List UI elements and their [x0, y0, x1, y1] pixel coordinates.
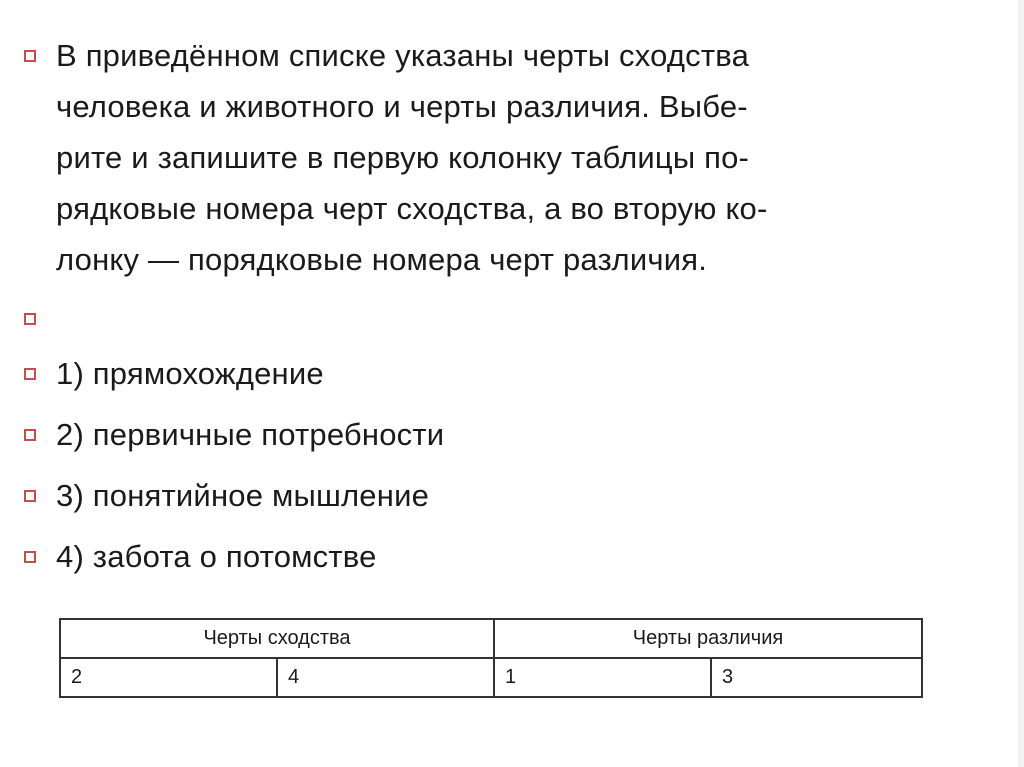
task-line: рите и запишите в первую колонку таблицы по- [56, 140, 750, 175]
list-item [22, 404, 982, 465]
task-statement [22, 30, 982, 285]
table-cell: 4 [277, 658, 494, 697]
task-line: человека и животного и черты различия. Выбе- [56, 89, 748, 124]
slide-edge [1018, 0, 1024, 767]
square-bullet-icon [24, 551, 36, 563]
similarities-header: Черты сходства [60, 619, 494, 658]
square-bullet-icon [24, 313, 36, 325]
square-bullet-icon [24, 490, 36, 502]
list-item [22, 526, 982, 587]
task-line: лонку — порядковые номера черт различия. [56, 242, 708, 277]
table-row [60, 658, 922, 697]
list-item [22, 343, 982, 404]
list-item-text: 2) первичные потребности [56, 417, 445, 452]
bullet-list [22, 30, 982, 587]
empty-bullet [22, 293, 982, 343]
square-bullet-icon [24, 50, 36, 62]
table-header-row [60, 619, 922, 658]
list-item [22, 465, 982, 526]
list-item-text: 3) понятийное мышление [56, 478, 430, 513]
square-bullet-icon [24, 368, 36, 380]
list-item-text: 4) забота о потомстве [56, 539, 377, 574]
answer-table [59, 618, 923, 698]
square-bullet-icon [24, 429, 36, 441]
task-line: рядковые номера черт сходства, а во вторую ко- [56, 191, 768, 226]
list-item-text: 1) прямохождение [56, 356, 324, 391]
task-line: В приведённом списке указаны черты сходства [56, 38, 750, 73]
table-cell: 1 [494, 658, 711, 697]
table-cell: 2 [60, 658, 277, 697]
differences-header: Черты различия [494, 619, 922, 658]
table-cell: 3 [711, 658, 922, 697]
